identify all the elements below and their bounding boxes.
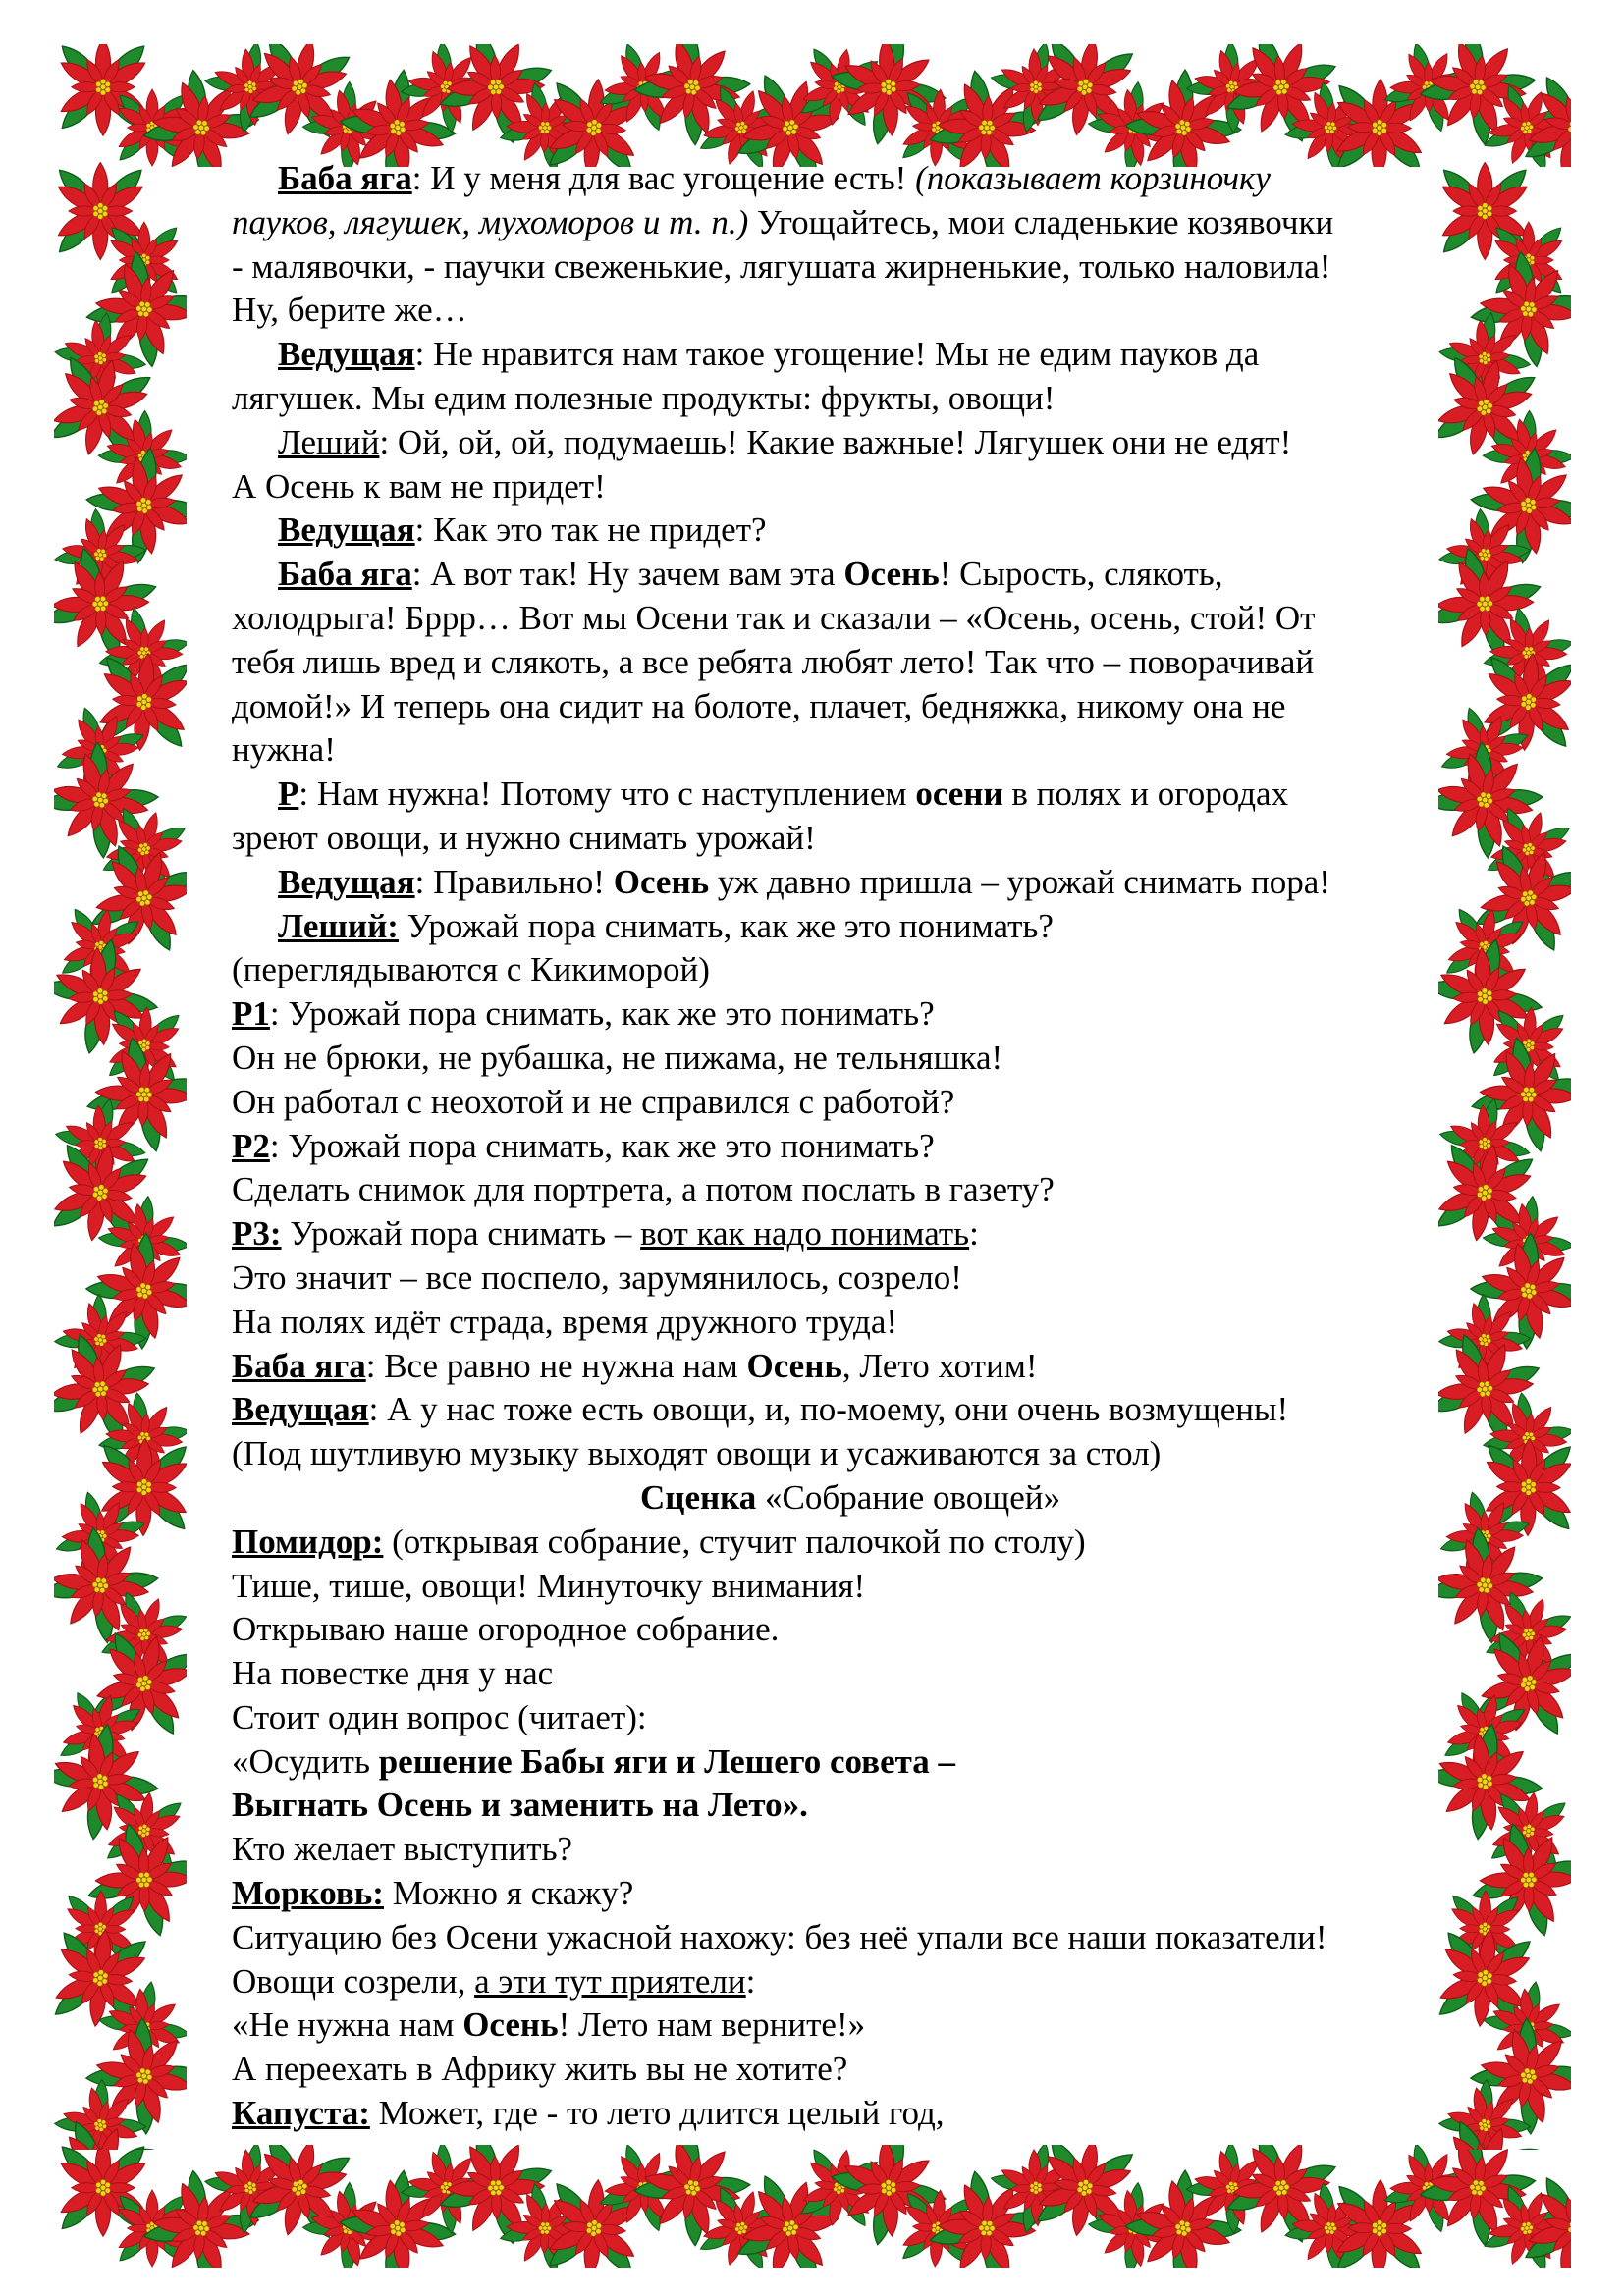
text-line: На полях идёт страда, время дружного труда! [232, 1302, 898, 1341]
text-line: Капуста: Может, где - то лето длится целый год, [232, 2094, 945, 2133]
script-text [232, 157, 1469, 2136]
text-line: Ситуацию без Осени ужасной нахожу: без неё упали все наши показатели! [232, 1917, 1327, 1956]
text-line: Сделать снимок для портрета, а потом послать в газету? [232, 1170, 1055, 1209]
text-line: Он не брюки, не рубашка, не пижама, не тельняшка! [232, 1038, 1003, 1077]
text-line: Овощи созрели, а эти тут приятели: [232, 1961, 756, 2001]
underlined-phrase: а эти тут приятели [474, 1961, 746, 2001]
text-line: Леший: Урожай пора снимать, как же это понимать? [278, 906, 1054, 945]
emphasis-word: Осень [746, 1346, 842, 1385]
speaker-name: Ведущая [278, 510, 415, 550]
emphasis-word: Осень [462, 2005, 559, 2045]
text-line: зреют овощи, и нужно снимать урожай! [232, 818, 816, 857]
speaker-name: Р3: [232, 1214, 282, 1254]
text-line: (Под шутливую музыку выходят овощи и усаживаются за стол) [232, 1434, 1162, 1473]
speaker-name: Ведущая [232, 1390, 369, 1429]
text-line: Он работал с неохотой и не справился с работой? [232, 1082, 955, 1121]
text-line: Р: Нам нужна! Потому что с наступлением осени в полях и огородах [278, 774, 1289, 814]
emphasis-word: Осень [613, 862, 710, 901]
poinsettia-icon [54, 44, 1571, 167]
text-line: Баба яга: А вот так! Ну зачем вам эта Осень! Сырость, слякоть, [278, 555, 1223, 594]
frame-top-border [54, 44, 1571, 167]
text-line: Баба яга: И у меня для вас угощение есть! (показывает корзиночку [278, 159, 1271, 197]
emphasis-word: Осень [843, 555, 940, 594]
text-line: Ведущая: Как это так не придет? [278, 510, 767, 550]
emphasis-phrase: решение Бабы яги и Лешего совета – [378, 1741, 955, 1781]
speaker-name: Помидор: [232, 1522, 384, 1561]
speaker-name: Леший [278, 422, 380, 461]
text-line: Ну, берите же… [232, 291, 467, 330]
text-line: домой!» И теперь она сидит на болоте, плачет, бедняжка, никому она не [232, 686, 1286, 725]
text-line: Тише, тише, овощи! Минуточку внимания! [232, 1566, 866, 1605]
poinsettia-icon [54, 162, 187, 2150]
text-line: «Не нужна нам Осень! Лето нам верните!» [232, 2005, 866, 2045]
frame-bottom-border [54, 2145, 1571, 2268]
speaker-name: Р [278, 774, 299, 814]
text-line: Открываю наше огородное собрание. [232, 1610, 780, 1649]
text-line: Ведущая: Правильно! Осень уж давно пришла – урожай снимать пора! [278, 862, 1330, 901]
poinsettia-icon [54, 2145, 1571, 2268]
speaker-name: Баба яга [232, 1346, 366, 1385]
text-line: Морковь: Можно я скажу? [232, 1874, 634, 1913]
text-line: Помидор: (открывая собрание, стучит палочкой по столу) [232, 1522, 1086, 1561]
text-line: Р2: Урожай пора снимать, как же это понимать? [232, 1126, 935, 1165]
underlined-phrase: вот как надо понимать [640, 1214, 970, 1254]
scene-title: Сценка «Собрание овощей» [640, 1477, 1060, 1517]
text-line: Леший: Ой, ой, ой, подумаешь! Какие важные! Лягушек они не едят! [278, 422, 1292, 461]
speaker-name: Морковь: [232, 1874, 384, 1913]
text-line: тебя лишь вред и слякоть, а все ребята любят лето! Так что – поворачивай [232, 642, 1315, 681]
text-line: нужна! [232, 730, 336, 770]
text-line: Р3: Урожай пора снимать – вот как надо понимать: [232, 1214, 979, 1254]
text-line: (переглядываются с Кикиморой) [232, 950, 710, 989]
stage-direction: пауков, лягушек, мухоморов и т. п.) [232, 202, 749, 241]
text-line: Это значит – все поспело, зарумянилось, созрело! [232, 1257, 962, 1297]
speaker-name: Р2 [232, 1126, 270, 1165]
speaker-name: Баба яга [278, 159, 412, 197]
text-line: «Осудить решение Бабы яги и Лешего совета – [232, 1741, 955, 1781]
frame-left-border [54, 162, 187, 2150]
text-line: Выгнать Осень и заменить на Лето». [232, 1786, 808, 1825]
text-line: лягушек. Мы едим полезные продукты: фрукты, овощи! [232, 378, 1056, 417]
text-line: Ведущая: А у нас тоже есть овощи, и, по-моему, они очень возмущены! [232, 1390, 1289, 1429]
text-line: Баба яга: Все равно не нужна нам Осень, Лето хотим! [232, 1346, 1038, 1385]
text-line: А переехать в Африку жить вы не хотите? [232, 2050, 848, 2089]
text-line: холодрыга! Бррр… Вот мы Осени так и сказали – «Осень, осень, стой! От [232, 598, 1316, 637]
speaker-name: Леший: [278, 906, 399, 945]
text-line: Ведущая: Не нравится нам такое угощение! Мы не едим пауков да [278, 335, 1260, 374]
emphasis-word: осени [915, 774, 1003, 814]
text-line: Стоит один вопрос (читает): [232, 1697, 647, 1736]
text-line: А Осень к вам не придет! [232, 466, 606, 506]
speaker-name: Ведущая [278, 862, 415, 901]
text-line: пауков, лягушек, мухоморов и т. п.) Угощайтесь, мои сладенькие козявочки [232, 202, 1334, 241]
text-line: На повестке дня у нас [232, 1654, 554, 1693]
text-line: - малявочки, - паучки свеженькие, лягушата жирненькие, только наловила! [232, 246, 1331, 286]
speaker-name: Капуста: [232, 2094, 370, 2133]
text-line: Р1: Урожай пора снимать, как же это понимать? [232, 994, 935, 1034]
stage-direction: (показывает корзиночку [915, 159, 1271, 197]
speaker-name: Баба яга [278, 555, 412, 594]
speaker-name: Р1 [232, 994, 270, 1034]
text-line: Кто желает выступить? [232, 1830, 573, 1869]
speaker-name: Ведущая [278, 335, 415, 374]
